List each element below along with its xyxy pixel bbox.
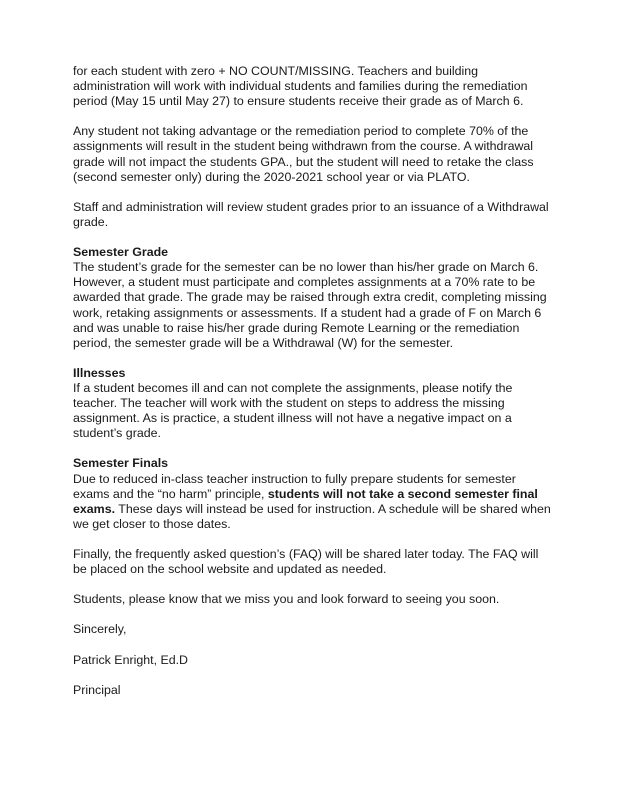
section-heading: Illnesses [73, 365, 126, 380]
section-heading: Semester Finals [73, 456, 169, 471]
intro-paragraph: for each student with zero + NO COUNT/MISSING. Teachers and building administration will work with individual students and families during the remediation period (May 15 until May 27) to ensure students receive their grade as of March 6. [73, 64, 528, 109]
section-body-text: These days will instead be used for instruction. A schedule will be shared when we get closer to those dates. [73, 501, 551, 531]
signoff: Sincerely, [73, 622, 127, 637]
section-body-text: Due to reduced in-class teacher instruction to fully prepare students for semester exams and the “no harm” principle, [73, 471, 516, 501]
section-heading: Semester Grade [73, 245, 169, 260]
section-illnesses [73, 366, 553, 441]
section-semester-grade [73, 245, 553, 351]
section-body [73, 472, 553, 532]
letter-page [73, 64, 553, 713]
signature-name: Patrick Enright, Ed.D [73, 652, 189, 667]
signature-title: Principal [73, 682, 121, 697]
closing-paragraph: Students, please know that we miss you and look forward to seeing you soon. [73, 592, 500, 607]
withdrawal-paragraph: Any student not taking advantage or the remediation period to complete 70% of the assignments will result in the student being withdrawn from the course. A withdrawal grade will not impact the students GPA., but the student will need to retake the class (second semester only) during the 2020-2021 school year or via PLATO. [73, 124, 534, 184]
section-body: If a student becomes ill and can not complete the assignments, please notify the teacher. The teacher will work with the student on steps to address the missing assignment. As is practice, a student illness will not have a negative impact on a student’s grade. [73, 380, 513, 441]
section-body: The student’s grade for the semester can be no lower than his/her grade on March 6. However, a student must participate and completes assignments at a 70% rate to be awarded that grade. The grade may be raised through extra credit, completing missing work, retaking assignments or assessments. If a student had a grade of F on March 6 and was unable to raise his/her grade during Remote Learning or the remediation period, the semester grade will be a Withdrawal (W) for the semester. [73, 260, 547, 350]
section-body-emphasis: students will not take a second semester final exams. [73, 486, 538, 516]
faq-paragraph: Finally, the frequently asked question’s (FAQ) will be shared later today. The FAQ will be placed on the school website and updated as needed. [73, 547, 539, 577]
review-paragraph: Staff and administration will review student grades prior to an issuance of a Withdrawal grade. [73, 199, 549, 229]
section-semester-finals [73, 456, 553, 531]
